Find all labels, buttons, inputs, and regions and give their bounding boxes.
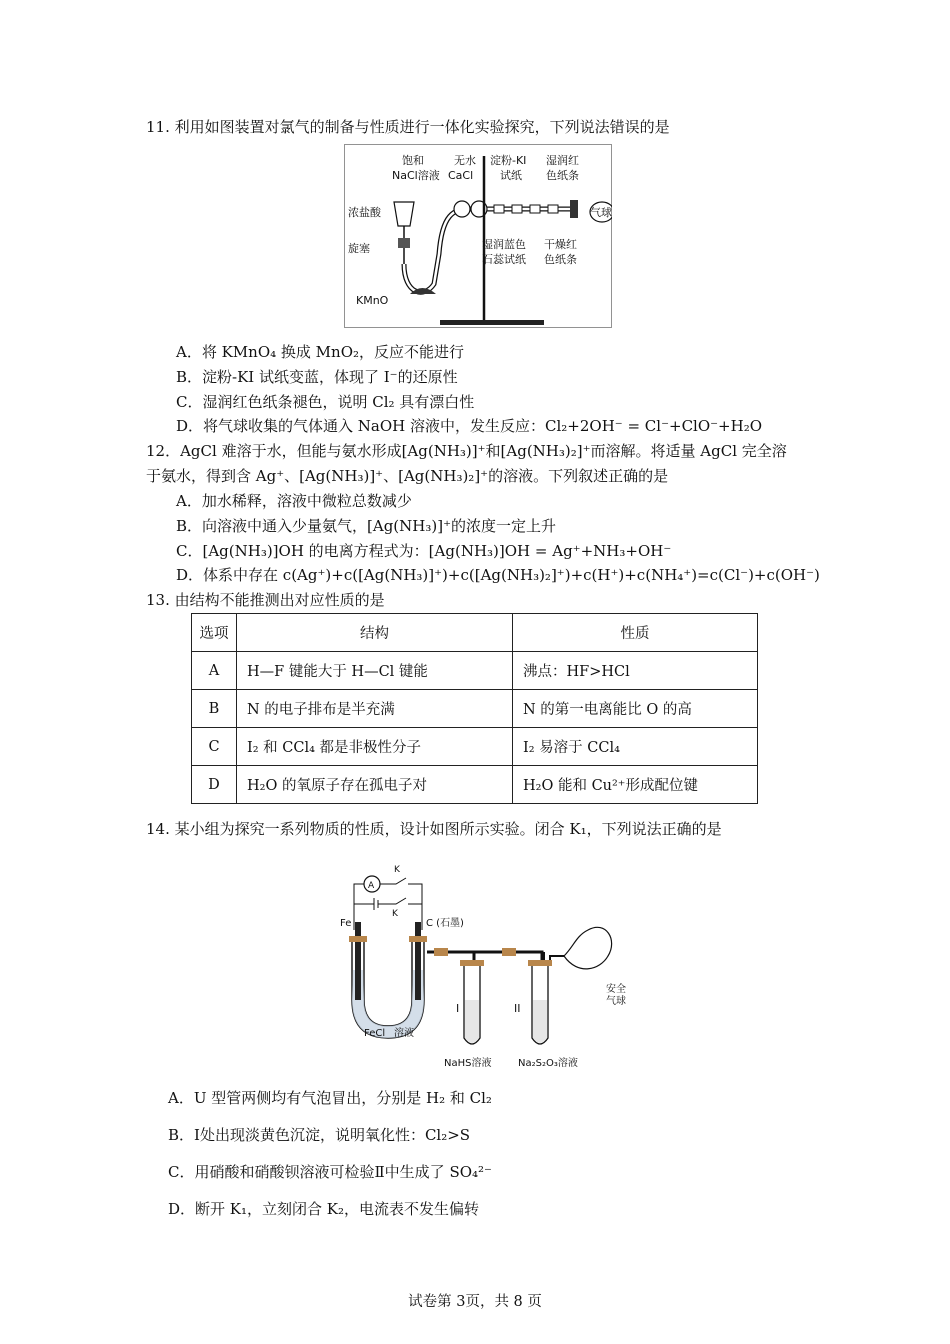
tube-1-label: I: [456, 1002, 460, 1015]
row-property: H₂O 能和 Cu²⁺形成配位键: [513, 766, 758, 804]
q11-label-nacl2: NaCl溶液: [392, 169, 440, 182]
q11-label-dry2: 色纸条: [544, 253, 577, 266]
nacl-bulb: [454, 201, 470, 217]
c-electrode: [415, 922, 421, 1000]
q13-stem: 13. 由结构不能推测出对应性质的是: [146, 591, 385, 609]
tube-2-label: II: [514, 1002, 521, 1015]
q11-label-balloon: 气球: [590, 206, 612, 219]
q11-label-red1: 湿润红: [546, 154, 579, 167]
outlet-tube: [550, 956, 564, 960]
q11-label-red2: 色纸条: [546, 169, 579, 182]
strip-3: [530, 205, 540, 213]
q11-label-dry1: 干燥红: [544, 238, 577, 251]
row-property: I₂ 易溶于 CCl₄: [513, 728, 758, 766]
q11-label-nacl: 饱和: [402, 154, 424, 167]
stand-base: [440, 320, 544, 325]
c-label: C (石墨): [426, 918, 464, 929]
na2s2o3-label: Na₂S₂O₃溶液: [518, 1058, 578, 1069]
row-structure: N 的电子排布是半充满: [237, 690, 513, 728]
balloon-label-1: 安全: [606, 984, 626, 995]
q12-option-a: A．加水稀释，溶液中微粒总数减少: [176, 492, 412, 510]
stopper: [570, 200, 578, 218]
fecl3-label: FeCl: [364, 1028, 386, 1039]
q12-stem-line2: 于氨水，得到含 Ag⁺、[Ag(NH₃)]⁺、[Ag(NH₃)₂]⁺的溶液。下列叙述正确的是: [146, 467, 669, 485]
row-structure: H₂O 的氧原子存在孤电子对: [237, 766, 513, 804]
q11-option-d: D．将气球收集的气体通入 NaOH 溶液中，发生反应：Cl₂+2OH⁻ = Cl⁻+ClO⁻+H₂O: [176, 417, 763, 435]
q12-option-d: D．体系中存在 c(Ag⁺)+c([Ag(NH₃)]⁺)+c([Ag(NH₃)₂]⁺)+c(H⁺)+c(NH₄⁺)=c(Cl⁻)+c(OH⁻): [176, 566, 820, 584]
q14-stem: 14. 某小组为探究一系列物质的性质，设计如图所示实验。闭合 K₁，下列说法正确的是: [146, 820, 722, 838]
row-option: B: [192, 690, 237, 728]
q11-label-cacl2b: CaCl: [448, 169, 474, 182]
q11-apparatus-figure: [344, 144, 612, 328]
row-property: N 的第一电离能比 O 的高: [513, 690, 758, 728]
table-header-row: [192, 614, 758, 652]
stopper-left: [349, 936, 367, 942]
tube-2-stopper: [528, 960, 552, 966]
strip-1: [494, 205, 504, 213]
u-tube-inner: [364, 938, 412, 1026]
valve-shape: [398, 238, 410, 248]
q11-label-kmno4: KMnO: [356, 294, 389, 307]
q14-option-a: A．U 型管两侧均有气泡冒出，分别是 H₂ 和 Cl₂: [168, 1089, 492, 1107]
q14-apparatus-figure: [338, 860, 638, 1072]
table-row: [192, 728, 758, 766]
k2-label: K: [394, 865, 400, 875]
q12-option-b: B．向溶液中通入少量氨气，[Ag(NH₃)]⁺的浓度一定上升: [176, 517, 557, 535]
q14-option-c: C．用硝酸和硝酸钡溶液可检验Ⅱ中生成了 SO₄²⁻: [168, 1163, 492, 1181]
nahs-label: NaHS溶液: [444, 1058, 492, 1069]
test-tube-1-liquid: [465, 1000, 479, 1043]
q11-label-ki2: 试纸: [500, 169, 522, 182]
q11-label-hcl: 浓盐酸: [348, 206, 381, 219]
tube-1-stopper: [460, 960, 484, 966]
header-structure: 结构: [237, 614, 513, 652]
row-option: D: [192, 766, 237, 804]
q14-option-d: D．断开 K₁，立刻闭合 K₂，电流表不发生偏转: [168, 1200, 480, 1218]
table-row: [192, 766, 758, 804]
header-option: 选项: [192, 614, 237, 652]
row-property: 沸点：HF>HCl: [513, 652, 758, 690]
stopper-right: [409, 936, 427, 942]
q11-option-a: A．将 KMnO₄ 换成 MnO₂，反应不能进行: [176, 343, 465, 361]
q11-label-litmus1: 湿润蓝色: [482, 238, 526, 251]
test-tube-2-liquid: [533, 1000, 547, 1043]
page-footer: 试卷第 3页，共 8 页: [408, 1294, 542, 1310]
strip-4: [548, 205, 558, 213]
fe-electrode: [355, 922, 361, 1000]
q11-option-b: B．淀粉-KI 试纸变蓝，体现了 I⁻的还原性: [176, 368, 458, 386]
q12-option-c: C．[Ag(NH₃)]OH 的电离方程式为：[Ag(NH₃)]OH = Ag⁺+NH₃+OH⁻: [176, 542, 672, 560]
q11-label-ki1: 淀粉-KI: [490, 154, 527, 167]
row-option: A: [192, 652, 237, 690]
q11-label-cacl2a: 无水: [454, 154, 476, 167]
q13-table: [191, 613, 758, 804]
fe-label: Fe: [340, 918, 352, 929]
joint-2: [502, 948, 516, 956]
table-row: [192, 652, 758, 690]
row-structure: H—F 键能大于 H—Cl 键能: [237, 652, 513, 690]
q11-stem: 11. 利用如图装置对氯气的制备与性质进行一体化实验探究，下列说法错误的是: [146, 118, 670, 136]
balloon-label-2: 气球: [606, 996, 626, 1007]
safety-balloon-icon: [564, 927, 612, 969]
q11-option-c: C．湿润红色纸条褪色，说明 Cl₂ 具有漂白性: [176, 393, 475, 411]
strip-2: [512, 205, 522, 213]
wire-k1-battery: [354, 898, 422, 910]
table-row: [192, 690, 758, 728]
ammeter-label: A: [368, 881, 375, 891]
q12-stem-line1: 12．AgCl 难溶于水，但能与氨水形成[Ag(NH₃)]⁺和[Ag(NH₃)₂]⁺而溶解。将适量 AgCl 完全溶: [146, 442, 787, 460]
fecl3-label-2: 溶液: [394, 1028, 414, 1039]
row-option: C: [192, 728, 237, 766]
q11-label-litmus2: 石蕊试纸: [482, 253, 526, 266]
row-structure: I₂ 和 CCl₄ 都是非极性分子: [237, 728, 513, 766]
header-property: 性质: [513, 614, 758, 652]
q14-option-b: B．Ⅰ处出现淡黄色沉淀，说明氧化性：Cl₂>S: [168, 1126, 471, 1144]
k1-label: K: [392, 909, 398, 919]
q11-label-valve: 旋塞: [348, 242, 370, 255]
joint-1: [434, 948, 448, 956]
funnel-shape: [394, 202, 414, 226]
